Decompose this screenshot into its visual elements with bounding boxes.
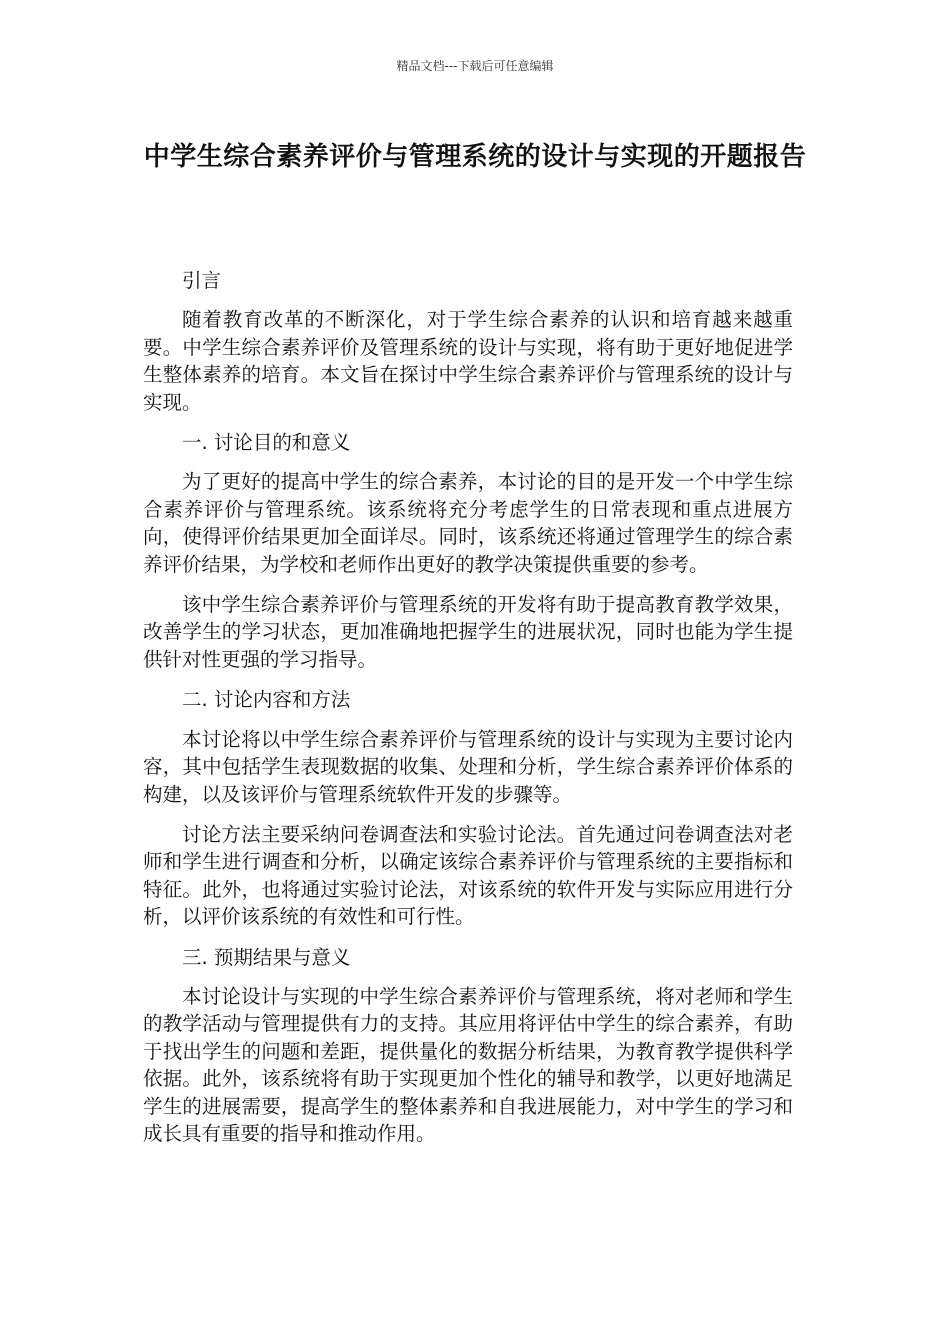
section-2-paragraph-2: 讨论方法主要采纳问卷调查法和实验讨论法。首先通过问卷调查法对老师和学生进行调查和分析，以确定该综合素养评价与管理系统的主要指标和特征。此外，也将通过实验讨论法，对该系统的软件开发与实际应用进行分析，以评价该系统的有效性和可行性。: [143, 822, 793, 929]
section-2-heading: 二. 讨论内容和方法: [182, 688, 351, 712]
section-1-paragraph-2: 该中学生综合素养评价与管理系统的开发将有助于提高教育教学效果，改善学生的学习状态，更加准确地把握学生的进展状况，同时也能为学生提供针对性更强的学习指导。: [143, 593, 793, 671]
page-header: 精品文档---下载后可任意编辑: [396, 59, 554, 73]
section-1-paragraph-1: 为了更好的提高中学生的综合素养，本讨论的目的是开发一个中学生综合素养评价与管理系统。该系统将充分考虑学生的日常表现和重点进展方向，使得评价结果更加全面详尽。同时，该系统还将通过管理学生的综合素养评价结果，为学校和老师作出更好的教学决策提供重要的参考。: [143, 470, 793, 576]
section-3-heading: 三. 预期结果与意义: [182, 945, 351, 969]
intro-paragraph: 随着教育改革的不断深化，对于学生综合素养的认识和培育越来越重要。中学生综合素养评价及管理系统的设计与实现，将有助于更好地促进学生整体素养的培育。本文旨在探讨中学生综合素养评价与管理系统的设计与实现。: [143, 308, 793, 414]
intro-heading: 引言: [182, 269, 222, 292]
section-1-heading: 一. 讨论目的和意义: [182, 431, 351, 455]
section-3-paragraph-1: 本讨论设计与实现的中学生综合素养评价与管理系统，将对老师和学生的教学活动与管理提供有力的支持。其应用将评估中学生的综合素养，有助于找出学生的问题和差距，提供量化的数据分析结果，为教育教学提供科学依据。此外，该系统将有助于实现更加个性化的辅导和教学，以更好地满足学生的进展需要，提高学生的整体素养和自我进展能力，对中学生的学习和成长具有重要的指导和推动作用。: [143, 984, 793, 1145]
section-2-paragraph-1: 本讨论将以中学生综合素养评价与管理系统的设计与实现为主要讨论内容，其中包括学生表现数据的收集、处理和分析，学生综合素养评价体系的构建，以及该评价与管理系统软件开发的步骤等。: [143, 727, 793, 806]
document-body: [143, 267, 793, 1160]
document-title: 中学生综合素养评价与管理系统的设计与实现的开题报告: [143, 142, 807, 172]
